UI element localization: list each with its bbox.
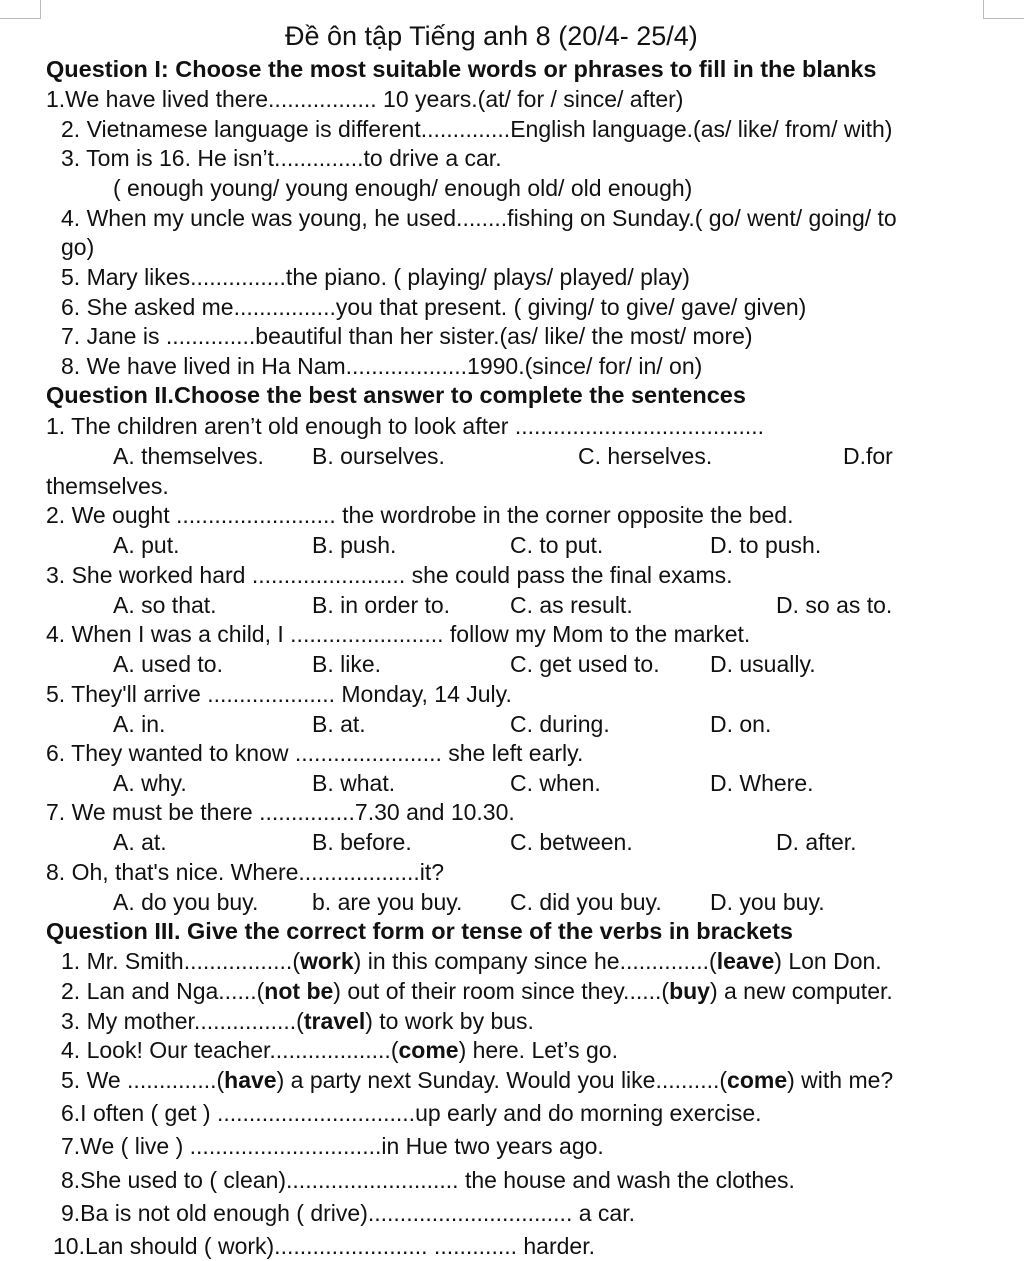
option: C. to put. [510, 532, 604, 558]
page-corner-right [983, 0, 1024, 19]
q1-line: 8. We have lived in Ha Nam...................1990.(since/ for/ in/ on) [61, 353, 703, 379]
option: A. why. [113, 770, 187, 796]
option: D. to push. [710, 532, 822, 558]
q1-line: 5. Mary likes...............the piano. ( playing/ plays/ played/ play) [61, 264, 690, 290]
option: B. push. [312, 532, 397, 558]
q3-verb: not be [264, 978, 334, 1004]
option: D. after. [776, 829, 857, 855]
q3-verb: leave [716, 948, 775, 974]
q3-verb: come [727, 1067, 788, 1093]
q2-stem: 2. We ought ......................... the wordrobe in the corner opposite the bed. [46, 502, 794, 528]
q1-line: ( enough young/ young enough/ enough old/ old enough) [113, 175, 693, 201]
option: C. during. [510, 711, 610, 737]
option: D. so as to. [776, 592, 893, 618]
q3-text: ) out of their room since they......( [333, 978, 670, 1004]
q3-verb: travel [303, 1008, 366, 1034]
option: B. in order to. [312, 592, 451, 618]
q3-text: 8.She used to ( clean)........................... the house and wash the clothes. [61, 1167, 795, 1193]
q3-line [61, 1099, 762, 1128]
option: B. what. [312, 770, 396, 796]
question-2-heading: Question II.Choose the best answer to complete the sentences [46, 382, 746, 408]
option: C. between. [510, 829, 633, 855]
q1-line: 3. Tom is 16. He isn’t..............to drive a car. [61, 145, 502, 171]
option: D. you buy. [710, 889, 825, 915]
q3-text: 7.We ( live ) ..............................in Hue two years ago. [61, 1133, 604, 1159]
option: A. so that. [113, 592, 217, 618]
q1-line: 1.We have lived there................. 10 years.(at/ for / since/ after) [46, 86, 684, 112]
q3-text: ) with me? [787, 1067, 894, 1093]
q2-stem: 6. They wanted to know ....................... she left early. [46, 740, 584, 766]
option: D. usually. [710, 651, 816, 677]
option: A. do you buy. [113, 889, 259, 915]
option: A. in. [113, 711, 166, 737]
q3-line [61, 1066, 893, 1095]
option: C. herselves. [578, 443, 713, 469]
q3-line [61, 947, 882, 976]
q3-line [61, 1132, 604, 1161]
q1-line: 7. Jane is ..............beautiful than her sister.(as/ like/ the most/ more) [61, 323, 753, 349]
q3-text: 3. My mother................( [61, 1008, 304, 1034]
q3-text: 5. We ..............( [61, 1067, 225, 1093]
q2-stem: 1. The children aren’t old enough to look after ....................................... [46, 413, 765, 439]
q3-text: ) a new computer. [709, 978, 893, 1004]
page-corner-left [0, 0, 41, 19]
option: A. used to. [113, 651, 223, 677]
question-1-heading: Question I: Choose the most suitable words or phrases to fill in the blanks [46, 56, 877, 82]
q3-text: ) here. Let’s go. [458, 1037, 618, 1063]
option: B. at. [312, 711, 366, 737]
q2-stem: 3. She worked hard ........................ she could pass the final exams. [46, 562, 733, 588]
option: B. like. [312, 651, 382, 677]
option: B. before. [312, 829, 412, 855]
option: B. ourselves. [312, 443, 445, 469]
q3-line [61, 977, 893, 1006]
q3-line [53, 1232, 595, 1261]
option: D.for [843, 443, 893, 469]
q3-text: ) in this company since he..............( [353, 948, 717, 974]
q1-line: 2. Vietnamese language is different..............English language.(as/ like/ from/ with) [61, 116, 893, 142]
option: C. as result. [510, 592, 633, 618]
option: C. did you buy. [510, 889, 662, 915]
option: D. on. [710, 711, 772, 737]
option: A. at. [113, 829, 167, 855]
option: C. get used to. [510, 651, 660, 677]
q3-verb: buy [669, 978, 710, 1004]
option: D. Where. [710, 770, 814, 796]
q3-text: 10.Lan should ( work)........................ ............. harder. [53, 1233, 595, 1259]
q3-verb: work [299, 948, 354, 974]
q1-line: 4. When my uncle was young, he used........fishing on Sunday.( go/ went/ going/ to [61, 205, 897, 231]
q3-text: 2. Lan and Nga......( [61, 978, 265, 1004]
q3-line [61, 1166, 795, 1195]
q3-text: ) to work by bus. [365, 1008, 534, 1034]
q3-verb: come [398, 1037, 459, 1063]
q2-stem: 5. They'll arrive .................... Monday, 14 July. [46, 681, 512, 707]
q3-text: 6.I often ( get ) ...............................up early and do morning exercise. [61, 1100, 762, 1126]
q2-stem: 4. When I was a child, I ........................ follow my Mom to the market. [46, 621, 751, 647]
option: C. when. [510, 770, 601, 796]
q3-text: 4. Look! Our teacher...................( [61, 1037, 399, 1063]
q3-text: 9.Ba is not old enough ( drive)................................ a car. [61, 1200, 635, 1226]
q3-text: ) a party next Sunday. Would you like..........( [276, 1067, 728, 1093]
q3-line [61, 1007, 534, 1036]
question-3-heading: Question III. Give the correct form or tense of the verbs in brackets [46, 918, 793, 944]
q3-text: 1. Mr. Smith.................( [61, 948, 300, 974]
q2-stem: 8. Oh, that's nice. Where...................it? [46, 859, 445, 885]
q3-verb: have [224, 1067, 277, 1093]
q1-line: go) [61, 234, 95, 260]
option: A. put. [113, 532, 180, 558]
q2-option-continuation: themselves. [46, 473, 169, 499]
q3-text: ) Lon Don. [774, 948, 882, 974]
option: A. themselves. [113, 443, 264, 469]
q1-line: 6. She asked me................you that present. ( giving/ to give/ gave/ given) [61, 294, 807, 320]
q2-stem: 7. We must be there ...............7.30 and 10.30. [46, 799, 515, 825]
option: b. are you buy. [312, 889, 463, 915]
q3-line [61, 1199, 635, 1228]
q3-line [61, 1036, 618, 1065]
page-title: Đề ôn tập Tiếng anh 8 (20/4- 25/4) [285, 21, 698, 51]
